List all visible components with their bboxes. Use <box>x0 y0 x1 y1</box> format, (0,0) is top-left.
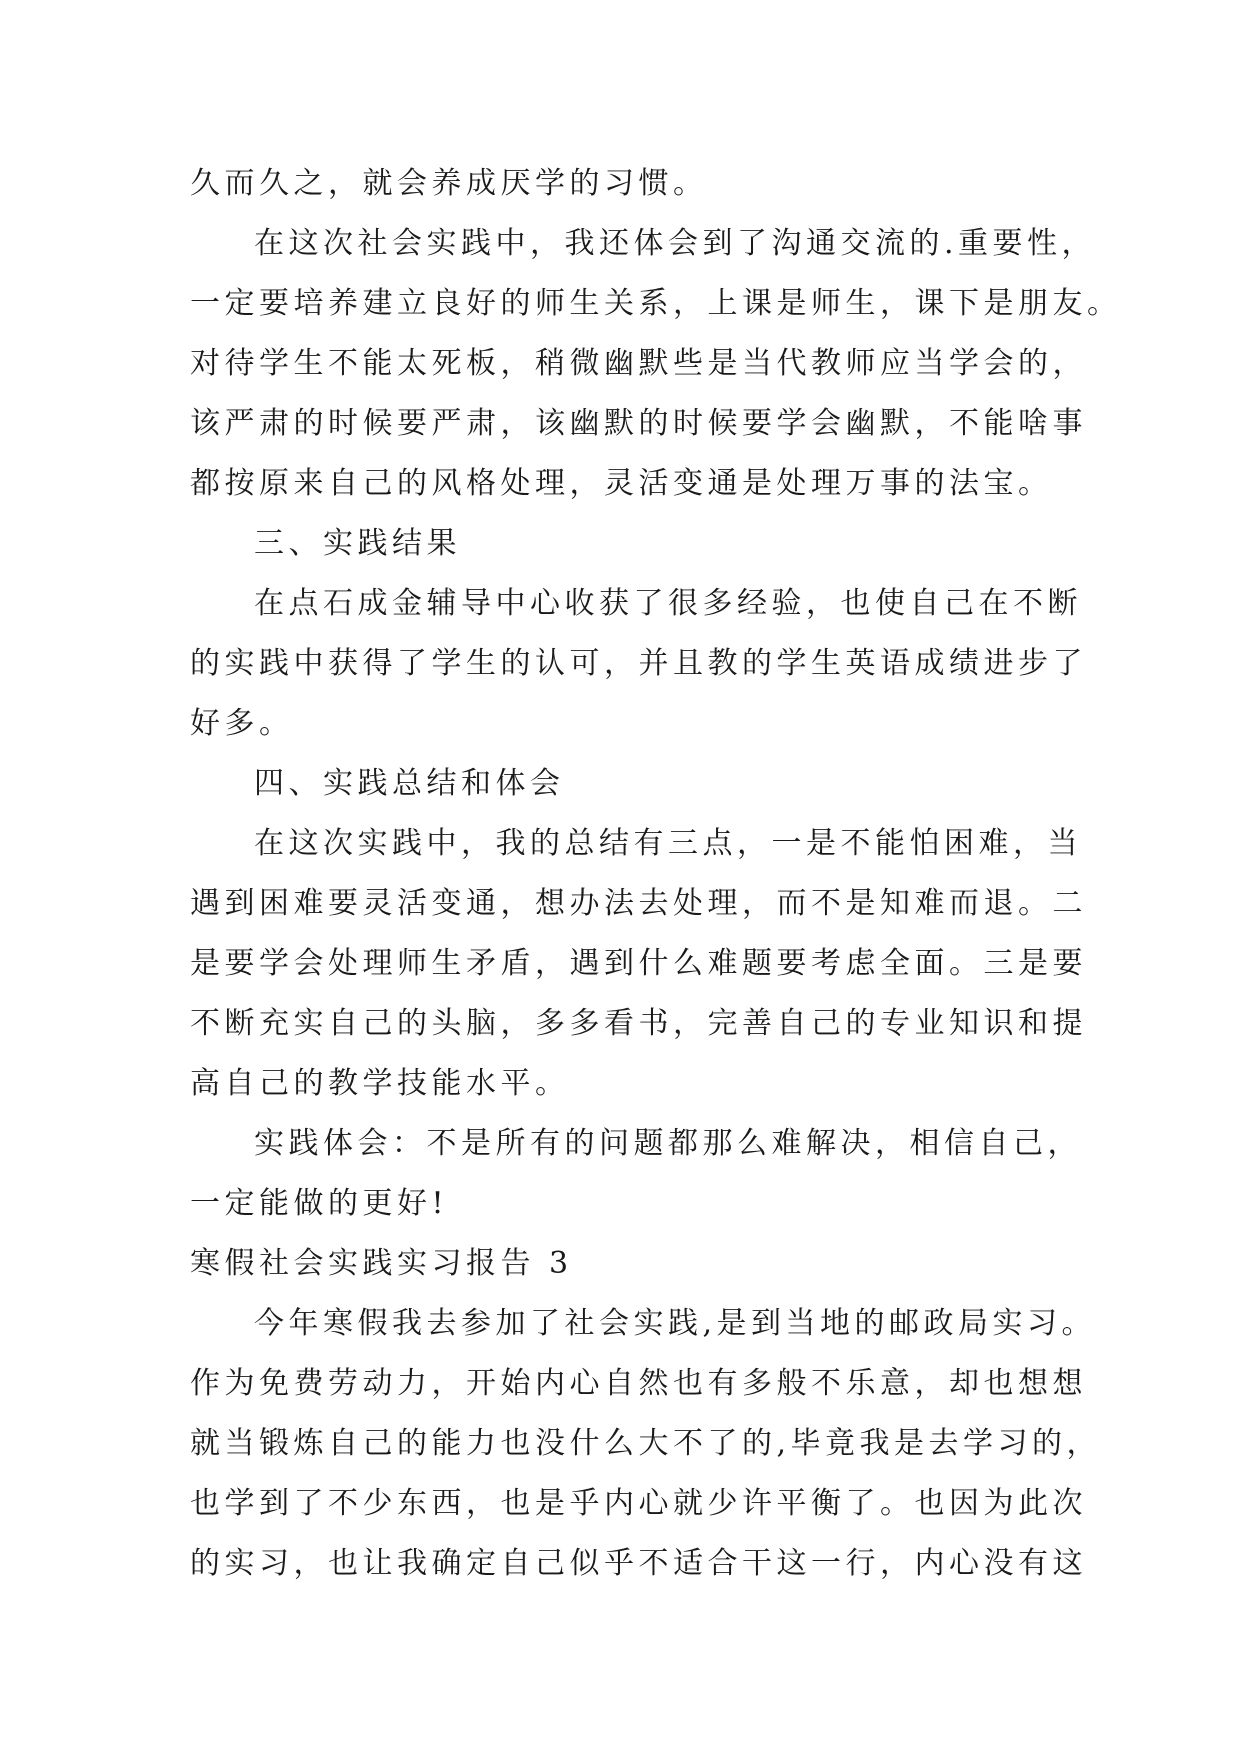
text-line: 对待学生不能太死板，稍微幽默些是当代教师应当学会的， <box>190 346 1087 381</box>
text-line: 一定能做的更好! <box>190 1186 449 1221</box>
section-heading: 三、实践结果 <box>254 526 461 561</box>
text-line: 是要学会处理师生矛盾，遇到什么难题要考虑全面。三是要 <box>190 946 1087 981</box>
text-line: 一定要培养建立良好的师生关系，上课是师生，课下是朋友。 <box>190 286 1122 321</box>
text-line: 久而久之，就会养成厌学的习惯。 <box>190 166 708 201</box>
paragraph-start-line: 实践体会：不是所有的问题都那么难解决，相信自己， <box>254 1126 1082 1161</box>
report-title: 寒假社会实践实习报告 3 <box>190 1246 573 1281</box>
text-line: 都按原来自己的风格处理，灵活变通是处理万事的法宝。 <box>190 466 1053 501</box>
text-line: 就当锻炼自己的能力也没什么大不了的,毕竟我是去学习的， <box>190 1426 1102 1461</box>
paragraph-start-line: 在点石成金辅导中心收获了很多经验，也使自己在不断 <box>254 586 1082 621</box>
text-line: 好多。 <box>190 706 294 741</box>
section-heading: 四、实践总结和体会 <box>254 766 565 801</box>
text-line: 遇到困难要灵活变通，想办法去处理，而不是知难而退。二 <box>190 886 1087 921</box>
text-line: 高自己的教学技能水平。 <box>190 1066 570 1101</box>
document-body <box>190 154 1122 1594</box>
paragraph-start-line: 在这次社会实践中，我还体会到了沟通交流的.重要性， <box>254 226 1097 261</box>
paragraph-start-line: 今年寒假我去参加了社会实践,是到当地的邮政局实习。 <box>254 1306 1097 1341</box>
text-line: 的实习，也让我确定自己似乎不适合干这一行，内心没有这 <box>190 1546 1087 1581</box>
text-line: 该严肃的时候要严肃，该幽默的时候要学会幽默，不能啥事 <box>190 406 1087 441</box>
text-line: 的实践中获得了学生的认可，并且教的学生英语成绩进步了 <box>190 646 1087 681</box>
paragraph-start-line: 在这次实践中，我的总结有三点，一是不能怕困难，当 <box>254 826 1082 861</box>
text-line: 也学到了不少东西，也是乎内心就少许平衡了。也因为此次 <box>190 1486 1087 1521</box>
text-line: 不断充实自己的头脑，多多看书，完善自己的专业知识和提 <box>190 1006 1087 1041</box>
text-line: 作为免费劳动力，开始内心自然也有多般不乐意，却也想想 <box>190 1366 1087 1401</box>
